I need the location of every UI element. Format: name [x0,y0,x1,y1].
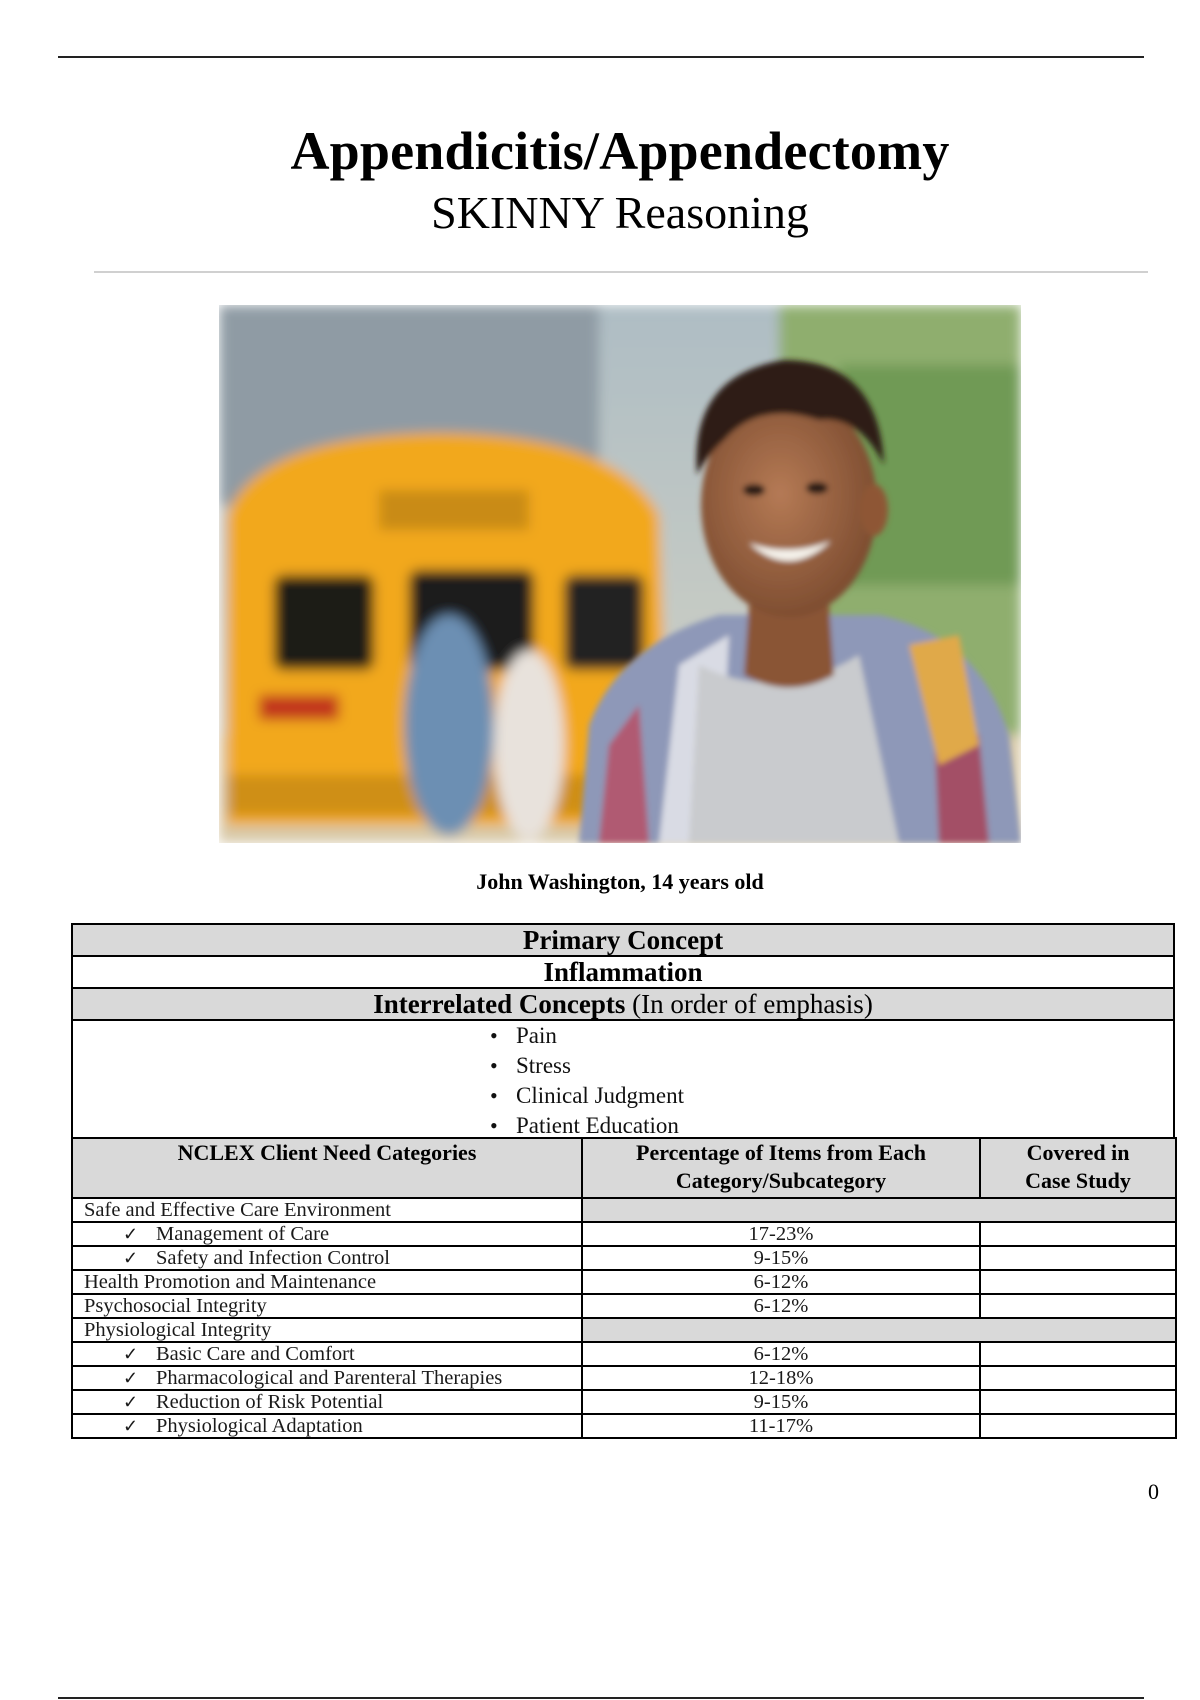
title-separator [94,271,1148,273]
page-number: 0 [1148,1479,1159,1504]
document-subtitle: SKINNY Reasoning [431,187,809,238]
shaded-cell [582,1198,1176,1222]
nclex-table [71,1137,1177,1439]
interrelated-header-note: (In order of emphasis) [632,989,873,1019]
subcategory-cell [72,1342,582,1366]
covered-cell[interactable] [980,1270,1176,1294]
subcategory-label: Safety and Infection Control [156,1247,390,1269]
covered-cell[interactable] [980,1222,1176,1246]
concept-table [71,923,1175,1143]
table-row [72,1246,1176,1270]
subcategory-cell [72,1366,582,1390]
header-text: Covered in [1026,1140,1130,1165]
list-item: • Stress [490,1051,1200,1081]
category-label: Physiological Integrity [72,1318,582,1342]
table-row [72,1414,1176,1438]
nclex-col-header-percentage [582,1138,980,1198]
subcategory-cell [72,1222,582,1246]
category-label: Safe and Effective Care Environment [72,1198,582,1222]
percentage-cell: 11-17% [582,1414,980,1438]
header-text: Percentage of Items from Each [636,1140,926,1165]
list-item: • Pain [490,1021,1200,1051]
covered-cell[interactable] [980,1246,1176,1270]
percentage-cell: 9-15% [582,1246,980,1270]
table-row [72,1366,1176,1390]
shaded-cell [582,1318,1176,1342]
interrelated-concepts-list [490,1021,1200,1141]
nclex-col-header-categories [72,1138,582,1198]
list-item: • Patient Education [490,1111,1200,1141]
bottom-rule [58,1697,1144,1699]
document-title: Appendicitis/Appendectomy [290,121,950,181]
covered-cell[interactable] [980,1366,1176,1390]
list-item: • Clinical Judgment [490,1081,1200,1111]
interrelated-concepts-header [72,988,1174,1020]
checkmark-icon: ✓ [123,1368,139,1388]
header-text: Case Study [1025,1168,1131,1193]
percentage-cell: 6-12% [582,1342,980,1366]
table-row [72,1222,1176,1246]
percentage-cell: 6-12% [582,1294,980,1318]
checkmark-icon: ✓ [123,1224,139,1244]
top-rule [58,56,1144,58]
primary-concept-header: Primary Concept [72,924,1174,956]
table-row [72,1390,1176,1414]
subcategory-cell [72,1390,582,1414]
covered-cell[interactable] [980,1342,1176,1366]
table-row [72,1342,1176,1366]
patient-photo [219,305,1021,843]
header-text: NCLEX Client Need Categories [177,1140,477,1165]
category-label: Psychosocial Integrity [72,1294,582,1318]
subcategory-label: Reduction of Risk Potential [156,1391,384,1413]
checkmark-icon: ✓ [123,1392,139,1412]
subcategory-label: Basic Care and Comfort [156,1343,355,1365]
checkmark-icon: ✓ [123,1344,139,1364]
percentage-cell: 12-18% [582,1366,980,1390]
covered-cell[interactable] [980,1414,1176,1438]
table-row [72,1294,1176,1318]
covered-cell[interactable] [980,1294,1176,1318]
category-label: Health Promotion and Maintenance [72,1270,582,1294]
table-row [72,1198,1176,1222]
covered-cell[interactable] [980,1390,1176,1414]
percentage-cell: 6-12% [582,1270,980,1294]
subcategory-label: Pharmacological and Parenteral Therapies [156,1367,503,1389]
subcategory-label: Physiological Adaptation [156,1415,363,1437]
subcategory-cell [72,1246,582,1270]
table-row [72,1270,1176,1294]
percentage-cell: 9-15% [582,1390,980,1414]
header-text: Category/Subcategory [675,1168,887,1193]
table-row [72,1318,1176,1342]
subcategory-cell [72,1414,582,1438]
subcategory-label: Management of Care [156,1223,330,1245]
interrelated-header-bold: Interrelated Concepts [373,989,626,1019]
nclex-col-header-covered [980,1138,1176,1198]
percentage-cell: 17-23% [582,1222,980,1246]
photo-caption: John Washington, 14 years old [476,869,764,894]
checkmark-icon: ✓ [123,1416,139,1436]
checkmark-icon: ✓ [123,1248,139,1268]
interrelated-concepts-list-cell [72,1020,1174,1142]
primary-concept-value: Inflammation [72,956,1174,988]
